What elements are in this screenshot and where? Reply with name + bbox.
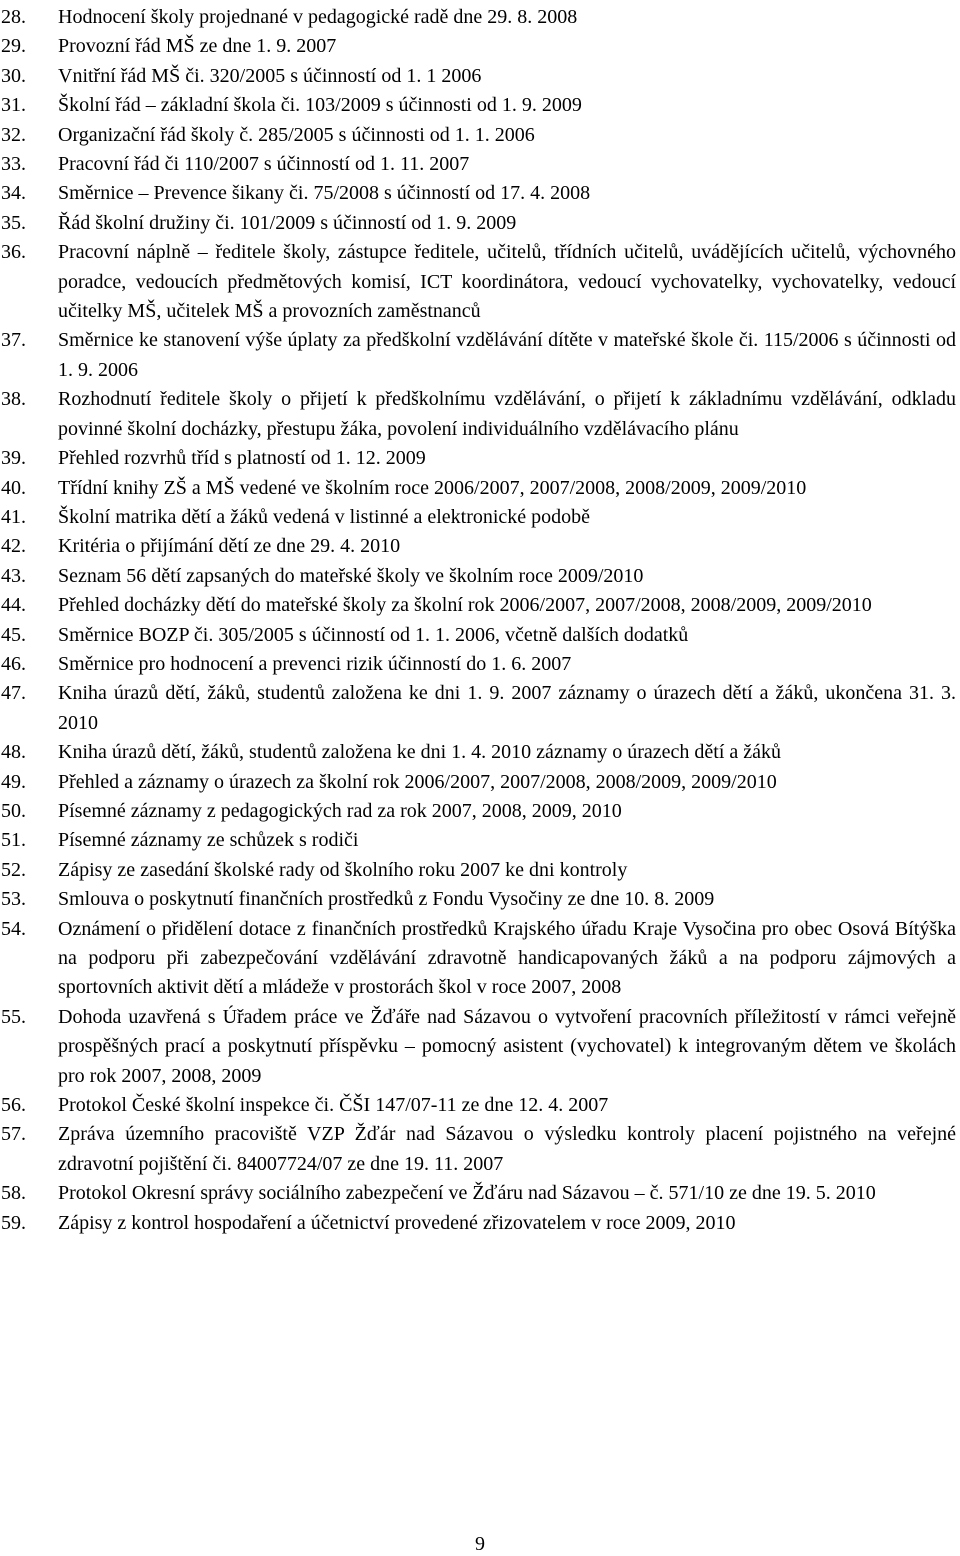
item-text: Rozhodnutí ředitele školy o přijetí k předškolnímu vzdělávání, o přijetí k základnímu vzdělávání, odkladu povinné školní docházky, přestupu žáka, povolení individuálního vzdělávacího plánu [58,388,956,440]
item-text: Kniha úrazů dětí, žáků, studentů založena ke dni 1. 4. 2010 záznamy o úrazech dětí a žáků [58,741,782,764]
list-item [0,179,956,208]
item-number: 39. [1,447,26,470]
item-number: 54. [1,917,26,940]
item-number: 34. [1,182,26,205]
item-number: 38. [1,388,26,411]
item-number: 43. [1,564,26,587]
item-text: Vnitřní řád MŠ či. 320/2005 s účinností od 1. 1 2006 [58,64,482,87]
item-number: 56. [1,1094,26,1117]
list-item [0,503,956,532]
list-item [0,768,956,797]
list-item [0,1179,956,1208]
item-text: Zpráva územního pracoviště VZP Žďár nad Sázavou o výsledku kontroly placení pojistného na veřejné zdravotní pojištění či. 84007724/07 ze dne 19. 11. 2007 [58,1123,956,1175]
item-number: 49. [1,770,26,793]
item-text: Protokol České školní inspekce či. ČŠI 147/07-11 ze dne 12. 4. 2007 [58,1094,609,1117]
item-number: 30. [1,64,26,87]
item-number: 29. [1,35,26,58]
list-item [0,474,956,503]
list-item [0,650,956,679]
item-number: 40. [1,476,26,499]
item-number: 35. [1,211,26,234]
list-item [0,856,956,885]
item-text: Smlouva o poskytnutí finančních prostředků z Fondu Vysočiny ze dne 10. 8. 2009 [58,888,715,911]
item-number: 44. [1,594,26,617]
list-item [0,62,956,91]
list-item [0,326,956,385]
item-text: Pracovní náplně – ředitele školy, zástupce ředitele, učitelů, třídních učitelů, uvádějících učitelů, výchovného poradce, vedoucích předmětových komisí, ICT koordinátora, vedoucí vychovatelky, vychovatelky, vedoucí učitelky MŠ, učitelek MŠ a provozních zaměstnanců [58,241,956,323]
item-number: 47. [1,682,26,705]
item-text: Provozní řád MŠ ze dne 1. 9. 2007 [58,35,337,58]
item-text: Přehled a záznamy o úrazech za školní rok 2006/2007, 2007/2008, 2008/2009, 2009/2010 [58,770,777,793]
item-number: 41. [1,505,26,528]
item-text: Řád školní družiny či. 101/2009 s účinností od 1. 9. 2009 [58,211,517,234]
item-text: Protokol Okresní správy sociálního zabezpečení ve Žďáru nad Sázavou – č. 571/10 ze dne 19. 5. 2010 [58,1182,876,1205]
list-item [0,915,956,1003]
item-number: 52. [1,858,26,881]
item-text: Směrnice – Prevence šikany či. 75/2008 s účinností od 17. 4. 2008 [58,182,591,205]
item-text: Zápisy ze zasedání školské rady od školního roku 2007 ke dni kontroly [58,858,628,881]
list-item [0,1003,956,1091]
item-number: 58. [1,1182,26,1205]
item-number: 57. [1,1123,26,1146]
item-text: Pracovní řád či 110/2007 s účinností od 1. 11. 2007 [58,153,470,176]
list-item [0,621,956,650]
item-text: Písemné záznamy ze schůzek s rodiči [58,829,359,852]
document-list [0,3,956,1238]
list-item [0,1209,956,1238]
item-number: 46. [1,652,26,675]
list-item [0,209,956,238]
item-text: Organizační řád školy č. 285/2005 s účinnosti od 1. 1. 2006 [58,123,535,146]
list-item [0,826,956,855]
list-item [0,91,956,120]
item-number: 32. [1,123,26,146]
item-number: 55. [1,1005,26,1028]
item-number: 28. [1,6,26,28]
item-text: Školní řád – základní škola či. 103/2009 s účinnosti od 1. 9. 2009 [58,94,582,117]
item-number: 51. [1,829,26,852]
item-number: 59. [1,1211,26,1234]
item-text: Třídní knihy ZŠ a MŠ vedené ve školním roce 2006/2007, 2007/2008, 2008/2009, 2009/2010 [58,476,807,499]
item-number: 53. [1,888,26,911]
item-text: Kniha úrazů dětí, žáků, studentů založena ke dni 1. 9. 2007 záznamy o úrazech dětí a žáků, ukončena 31. 3. 2010 [58,682,956,734]
list-item [0,738,956,767]
item-text: Přehled docházky dětí do mateřské školy za školní rok 2006/2007, 2007/2008, 2008/2009, 2009/2010 [58,594,872,617]
list-item [0,238,956,326]
item-text: Směrnice BOZP či. 305/2005 s účinností od 1. 1. 2006, včetně dalších dodatků [58,623,689,646]
list-item [0,150,956,179]
item-number: 33. [1,153,26,176]
list-item [0,591,956,620]
item-text: Seznam 56 dětí zapsaných do mateřské školy ve školním roce 2009/2010 [58,564,644,587]
item-text: Kritéria o přijímání dětí ze dne 29. 4. 2010 [58,535,401,558]
list-item [0,1120,956,1179]
list-item [0,32,956,61]
item-number: 31. [1,94,26,117]
item-text: Oznámení o přidělení dotace z finančních prostředků Krajského úřadu Kraje Vysočina pro obec Osová Bítýška na podporu při zabezpečování vzdělávání zdravotně handicapovaných žáků a na podporu zájmových a sportovních aktivit dětí a mládeže v prostorách škol v roce 2007, 2008 [58,917,956,999]
list-item [0,885,956,914]
item-text: Písemné záznamy z pedagogických rad za rok 2007, 2008, 2009, 2010 [58,799,622,822]
item-text: Zápisy z kontrol hospodaření a účetnictví provedené zřizovatelem v roce 2009, 2010 [58,1211,736,1234]
item-number: 48. [1,741,26,764]
page-number: 9 [475,1533,485,1555]
item-text: Přehled rozvrhů tříd s platností od 1. 12. 2009 [58,447,426,470]
list-item [0,3,956,32]
list-item [0,797,956,826]
item-number: 50. [1,799,26,822]
list-item [0,679,956,738]
item-number: 36. [1,241,26,264]
list-item [0,444,956,473]
item-number: 37. [1,329,26,352]
list-item [0,1091,956,1120]
item-text: Dohoda uzavřená s Úřadem práce ve Žďáře nad Sázavou o vytvoření pracovních příležitostí v rámci veřejně prospěšných prací a poskytnutí příspěvku – pomocný asistent (vychovatel) k integrovaným dětem ve školách pro rok 2007, 2008, 2009 [58,1005,956,1087]
list-item [0,562,956,591]
item-text: Školní matrika dětí a žáků vedená v listinné a elektronické podobě [58,505,591,528]
item-text: Hodnocení školy projednané v pedagogické radě dne 29. 8. 2008 [58,6,578,28]
item-text: Směrnice pro hodnocení a prevenci rizik účinností do 1. 6. 2007 [58,652,572,675]
item-number: 42. [1,535,26,558]
list-item [0,121,956,150]
item-number: 45. [1,623,26,646]
list-item [0,385,956,444]
list-item [0,532,956,561]
item-text: Směrnice ke stanovení výše úplaty za předškolní vzdělávání dítěte v mateřské škole či. 115/2006 s účinnosti od 1. 9. 2006 [58,329,956,381]
